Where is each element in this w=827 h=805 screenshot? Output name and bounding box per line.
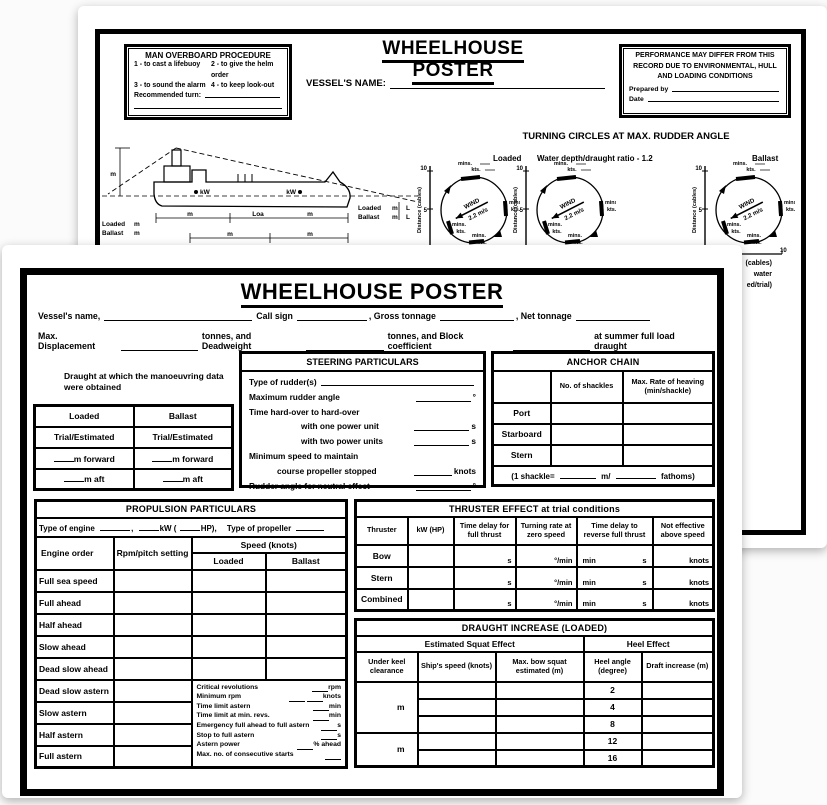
trial-estimated-cell: Trial/Estimated bbox=[35, 427, 134, 448]
dim-m-label: m bbox=[227, 231, 233, 238]
empty-cell bbox=[496, 699, 584, 716]
ukc-m-cell: m bbox=[356, 733, 418, 767]
ships-speed-header: Ship's speed (knots) bbox=[418, 652, 496, 682]
engine-order-cell: Full ahead bbox=[36, 592, 114, 614]
forward-draught-cell: m forward bbox=[134, 448, 233, 469]
engine-order-cell: Full astern bbox=[36, 746, 114, 768]
front-poster-sheet bbox=[2, 245, 742, 798]
heel-angle-cell: 12 bbox=[584, 733, 642, 750]
thruster-effect-table bbox=[354, 499, 715, 612]
vessel-name-label: VESSEL'S NAME: bbox=[306, 78, 386, 89]
empty-cell bbox=[114, 680, 192, 702]
unit-cell: min s bbox=[577, 545, 653, 567]
under-keel-clearance-header: Under keel clearance bbox=[356, 652, 418, 682]
squat-effect-header: Estimated Squat Effect bbox=[356, 636, 584, 652]
empty-cell bbox=[114, 636, 192, 658]
empty-cell bbox=[114, 592, 192, 614]
engine-order-header: Engine order bbox=[36, 537, 114, 570]
x-axis-tick-10: 10 bbox=[780, 248, 787, 254]
dim-m-label: m bbox=[392, 214, 398, 221]
thruster-column-header: Thruster bbox=[356, 517, 408, 545]
empty-cell bbox=[642, 750, 714, 767]
empty-cell bbox=[192, 614, 266, 636]
steering-particulars-box bbox=[239, 351, 486, 491]
heaving-rate-column-header: Max. Rate of heaving (min/shackle) bbox=[623, 371, 714, 403]
turning-rate-header: Turning rate at zero speed bbox=[516, 517, 577, 545]
engine-order-cell: Full sea speed bbox=[36, 570, 114, 592]
propulsion-particulars-table bbox=[34, 499, 348, 769]
caption-fragment: ed/trial) bbox=[746, 282, 772, 289]
empty-cell bbox=[192, 570, 266, 592]
empty-cell bbox=[266, 570, 347, 592]
header-line-1 bbox=[38, 311, 709, 321]
unit-cell: °/min bbox=[516, 545, 577, 567]
mob-title: MAN OVERBOARD PROCEDURE bbox=[145, 51, 271, 60]
empty-cell bbox=[642, 699, 714, 716]
man-overboard-box bbox=[124, 44, 292, 120]
forward-draught-cell: m forward bbox=[35, 448, 134, 469]
engine-order-cell: Dead slow astern bbox=[36, 680, 114, 702]
empty-cell bbox=[192, 658, 266, 680]
empty-cell bbox=[266, 592, 347, 614]
call-sign-label: Call sign bbox=[256, 311, 293, 321]
kw-label: kW bbox=[286, 189, 296, 196]
kw-label: kW bbox=[200, 189, 210, 196]
dim-m-label: m bbox=[392, 205, 398, 212]
ballast-column-header: Ballast bbox=[134, 406, 233, 427]
loaded-draught-label: Loaded bbox=[102, 221, 126, 228]
loaded-column-header: Loaded bbox=[35, 406, 134, 427]
deadweight-label: tonnes, and Deadweight bbox=[201, 331, 252, 351]
empty-cell bbox=[642, 682, 714, 699]
empty-cell bbox=[266, 658, 347, 680]
propulsion-title: PROPULSION PARTICULARS bbox=[36, 501, 347, 518]
port-row-label: Port bbox=[493, 403, 551, 424]
heel-angle-cell: 8 bbox=[584, 716, 642, 733]
rpm-pitch-header: Rpm/pitch setting bbox=[114, 537, 192, 570]
steering-line: Time hard-over to hard-over bbox=[249, 406, 360, 417]
shackle-conversion-row: (1 shackle= m/ fathoms) bbox=[493, 466, 714, 486]
net-tonnage-blank bbox=[576, 312, 650, 321]
shackles-column-header: No. of shackles bbox=[551, 371, 623, 403]
mob-item-3: 3 - to sound the alarm bbox=[134, 82, 206, 90]
empty-cell bbox=[114, 724, 192, 746]
unit-cell: knots bbox=[653, 589, 714, 611]
engine-order-cell: Half ahead bbox=[36, 614, 114, 636]
block-coefficient-blank bbox=[513, 342, 590, 351]
front-poster-frame bbox=[20, 268, 724, 796]
combined-row-label: Combined bbox=[356, 589, 408, 611]
engine-order-cell: Half astern bbox=[36, 724, 114, 746]
reverse-thrust-delay-header: Time delay to reverse full thrust bbox=[577, 517, 653, 545]
unit-cell: s bbox=[454, 545, 516, 567]
empty-cell bbox=[496, 733, 584, 750]
vessels-name-blank bbox=[104, 312, 252, 321]
empty-cell bbox=[623, 424, 714, 445]
empty-cell bbox=[551, 424, 623, 445]
unit-cell: s bbox=[454, 567, 516, 589]
empty-cell bbox=[266, 636, 347, 658]
back-poster-title: WHEELHOUSE POSTER bbox=[343, 38, 563, 82]
full-thrust-delay-header: Time delay for full thrust bbox=[454, 517, 516, 545]
heel-angle-header: Heel angle (degree) bbox=[584, 652, 642, 682]
aft-draught-cell: m aft bbox=[35, 469, 134, 490]
caption-fragment: water bbox=[753, 271, 772, 278]
steering-line: Type of rudder(s) bbox=[249, 377, 476, 387]
engine-order-cell: Dead slow ahead bbox=[36, 658, 114, 680]
draught-condition-table bbox=[33, 404, 234, 491]
empty-cell bbox=[408, 545, 454, 567]
steering-line: course propeller stopped knots bbox=[277, 465, 476, 476]
recommended-turn-blank bbox=[205, 97, 280, 98]
summer-draught-label: at summer full load draught bbox=[594, 331, 675, 351]
empty-cell bbox=[418, 733, 496, 750]
steering-line: with two power units s bbox=[301, 436, 476, 447]
empty-cell bbox=[642, 716, 714, 733]
mob-item-4: 4 - to keep look-out bbox=[210, 82, 275, 90]
draught-increase-table bbox=[354, 618, 715, 768]
heel-angle-cell: 4 bbox=[584, 699, 642, 716]
gross-tonnage-label: , Gross tonnage bbox=[368, 311, 436, 321]
heel-angle-cell: 2 bbox=[584, 682, 642, 699]
bow-squat-header: Max. bow squat estimated (m) bbox=[496, 652, 584, 682]
bow-row-label: Bow bbox=[356, 545, 408, 567]
stern-row-label: Stern bbox=[356, 567, 408, 589]
ballast-condition-label: Ballast bbox=[752, 154, 779, 163]
empty-cell bbox=[496, 716, 584, 733]
thruster-title: THRUSTER EFFECT at trial conditions bbox=[356, 501, 714, 517]
engine-order-cell: Slow ahead bbox=[36, 636, 114, 658]
empty-cell bbox=[551, 445, 623, 466]
header-line-2 bbox=[38, 331, 709, 351]
steering-line: with one power unit s bbox=[301, 421, 476, 432]
heel-angle-cell: 16 bbox=[584, 750, 642, 767]
dim-m-label: m bbox=[134, 230, 140, 237]
empty-cell bbox=[114, 746, 192, 768]
empty-cell bbox=[496, 750, 584, 767]
empty-cell bbox=[496, 682, 584, 699]
empty-cell bbox=[408, 567, 454, 589]
performance-note-text: PERFORMANCE MAY DIFFER FROM THIS RECORD DUE TO ENVIRONMENTAL, HULL AND LOADING CONDITIONS bbox=[633, 52, 777, 80]
speed-ballast-header: Ballast bbox=[266, 553, 347, 570]
speed-loaded-header: Loaded bbox=[192, 553, 266, 570]
loa-label: Loa bbox=[252, 211, 264, 218]
l-label: L bbox=[406, 205, 410, 212]
empty-cell bbox=[551, 403, 623, 424]
turning-circles-title: TURNING CIRCLES AT MAX. RUDDER ANGLE bbox=[522, 131, 730, 142]
draft-increase-header: Draft increase (m) bbox=[642, 652, 714, 682]
steering-line: Rudder angle for neutral effect ° bbox=[249, 480, 476, 491]
unit-cell: s bbox=[454, 589, 516, 611]
ukc-m-cell: m bbox=[356, 682, 418, 733]
unit-cell: knots bbox=[653, 545, 714, 567]
starboard-row-label: Starboard bbox=[493, 424, 551, 445]
unit-cell: °/min bbox=[516, 567, 577, 589]
prepared-by-blank bbox=[672, 91, 779, 92]
date-blank bbox=[648, 101, 779, 102]
empty-cell bbox=[114, 614, 192, 636]
recommended-turn-label: Recommended turn: bbox=[134, 92, 201, 100]
vessel-name-line bbox=[306, 78, 606, 89]
engine-limits-notes: Critical revolutions rpm Minimum rpm knots Time limit astern min Time limit at min. revs. min Emergency full ahead to full astern s Stop to full astern s Astern power % ahead Max. no. of consecutive starts bbox=[192, 680, 347, 768]
empty-cell bbox=[266, 614, 347, 636]
draught-increase-title: DRAUGHT INCREASE (LOADED) bbox=[356, 620, 714, 636]
performance-note-box bbox=[619, 44, 791, 118]
empty-cell bbox=[114, 702, 192, 724]
empty-cell bbox=[192, 592, 266, 614]
empty-cell bbox=[408, 589, 454, 611]
anchor-chain-title: ANCHOR CHAIN bbox=[493, 353, 714, 371]
empty-cell bbox=[418, 682, 496, 699]
stern-row-label: Stern bbox=[493, 445, 551, 466]
ballast-draught-label: Ballast bbox=[102, 230, 124, 237]
trial-estimated-cell: Trial/Estimated bbox=[134, 427, 233, 448]
unit-cell: knots bbox=[653, 567, 714, 589]
mob-item-2: 2 - to give the helm order bbox=[210, 61, 274, 79]
empty-cell bbox=[114, 570, 192, 592]
speed-knots-header: Speed (knots) bbox=[192, 537, 347, 553]
not-effective-speed-header: Not effective above speed bbox=[653, 517, 714, 545]
unit-cell: min s bbox=[577, 589, 653, 611]
engine-type-row: Type of engine , kW ( HP), Type of propeller bbox=[36, 518, 347, 537]
dim-m-label: m bbox=[134, 221, 140, 228]
steering-title: STEERING PARTICULARS bbox=[242, 354, 483, 372]
empty-cell bbox=[623, 403, 714, 424]
dim-m-label: m bbox=[187, 211, 193, 218]
empty-cell bbox=[623, 445, 714, 466]
unit-cell: min s bbox=[577, 567, 653, 589]
loaded-freeboard-label: Loaded bbox=[358, 205, 382, 212]
vessels-name-label: Vessel's name, bbox=[38, 311, 101, 321]
anchor-chain-table bbox=[491, 351, 715, 487]
call-sign-blank bbox=[297, 312, 367, 321]
net-tonnage-label: , Net tonnage bbox=[515, 311, 572, 321]
empty-cell bbox=[114, 658, 192, 680]
displacement-blank bbox=[121, 342, 198, 351]
displacement-label: Max. Displacement bbox=[38, 331, 96, 351]
aft-draught-cell: m aft bbox=[134, 469, 233, 490]
ship-profile-diagram bbox=[100, 136, 422, 250]
loaded-condition-label: Loaded bbox=[493, 154, 522, 163]
prepared-by-label: Prepared by bbox=[629, 85, 669, 93]
block-coefficient-label: tonnes, and Block coefficient bbox=[387, 331, 464, 351]
dim-m-label: m bbox=[307, 211, 313, 218]
steering-line: Minimum speed to maintain bbox=[249, 450, 359, 461]
draught-note: Draught at which the manoeuvring data were obtained bbox=[64, 371, 224, 393]
date-label: Date bbox=[629, 95, 644, 103]
l-label: L bbox=[406, 214, 410, 221]
water-depth-ratio-label: Water depth/draught ratio - 1.2 bbox=[537, 154, 653, 163]
empty-cell bbox=[418, 750, 496, 767]
gross-tonnage-blank bbox=[440, 312, 514, 321]
empty-cell bbox=[418, 716, 496, 733]
steering-line: Maximum rudder angle ° bbox=[249, 391, 476, 402]
engine-order-cell: Slow astern bbox=[36, 702, 114, 724]
dim-m-label: m bbox=[307, 231, 313, 238]
unit-cell: °/min bbox=[516, 589, 577, 611]
dim-m-label: m bbox=[110, 171, 116, 178]
empty-cell bbox=[192, 636, 266, 658]
caption-fragment: (cables) bbox=[745, 260, 772, 267]
empty-cell bbox=[493, 371, 551, 403]
deadweight-blank bbox=[306, 342, 383, 351]
mob-blank-line bbox=[134, 109, 282, 119]
vessel-name-blank bbox=[390, 80, 605, 89]
heel-effect-header: Heel Effect bbox=[584, 636, 714, 652]
front-poster-title: WHEELHOUSE POSTER bbox=[27, 279, 717, 305]
mob-blank-line bbox=[134, 99, 282, 109]
mob-item-1: 1 - to cast a lifebuoy bbox=[134, 61, 201, 68]
empty-cell bbox=[642, 733, 714, 750]
kw-hp-column-header: kW (HP) bbox=[408, 517, 454, 545]
ballast-freeboard-label: Ballast bbox=[358, 214, 380, 221]
empty-cell bbox=[418, 699, 496, 716]
